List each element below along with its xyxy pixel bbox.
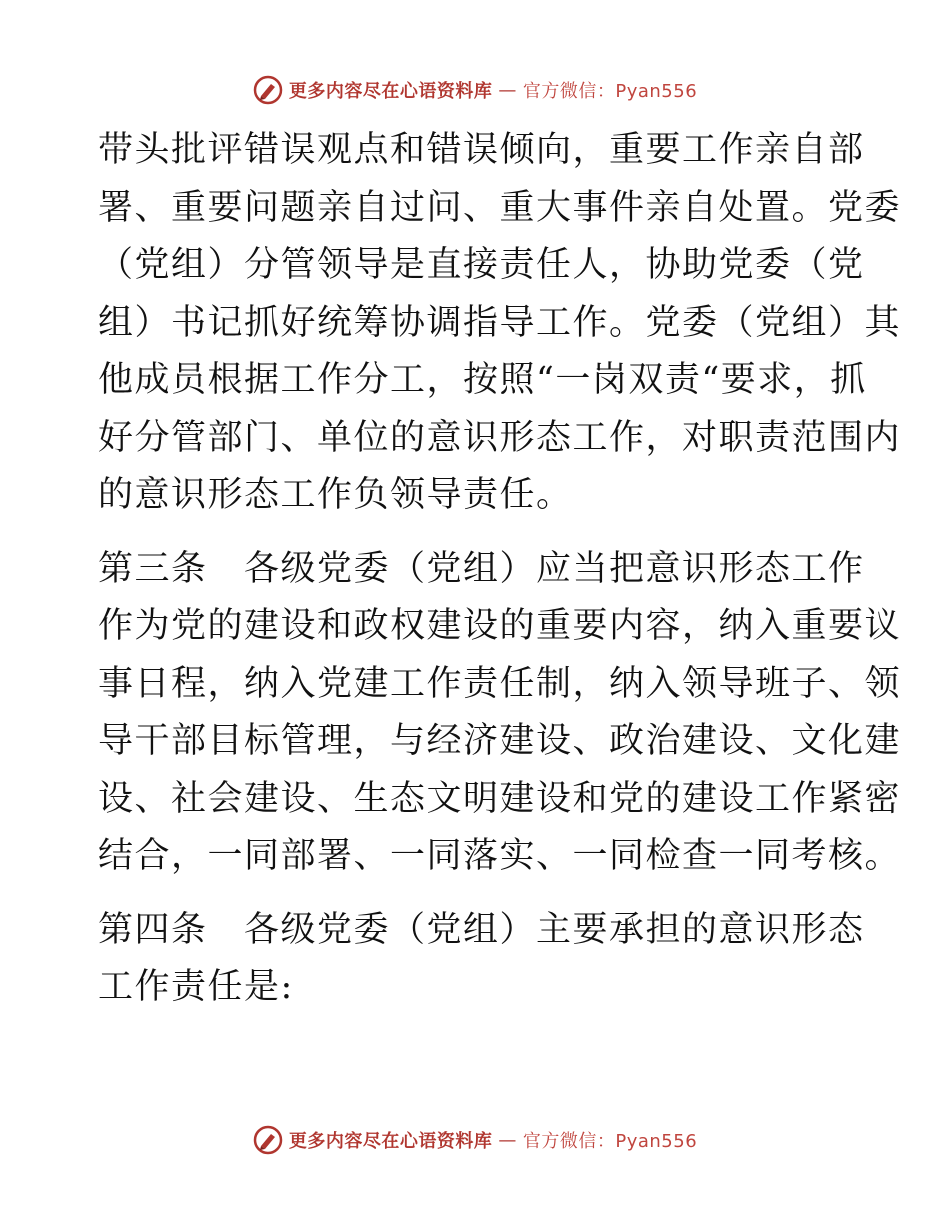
document-body: [98, 122, 902, 1017]
watermark-main-text: 更多内容尽在心语资料库: [288, 81, 493, 102]
text-line: 导干部目标管理，与经济建设、政治建设、文化建: [98, 721, 902, 761]
watermark-contact-text: 官方微信：Pyan556: [522, 81, 698, 102]
text-line: 事日程，纳入党建工作责任制，纳入领导班子、领: [98, 663, 902, 704]
text-line: 带头批评错误观点和错误倾向，重要工作亲自部: [98, 130, 865, 170]
text-line: 第四条 各级党委（党组）主要承担的意识形态: [98, 909, 865, 950]
paragraph-article-3: [98, 541, 902, 886]
text-line: 他成员根据工作分工，按照“一岗双责“要求，抓: [98, 360, 867, 400]
text-line: 组）书记抓好统筹协调指导工作。党委（党组）其: [98, 302, 902, 343]
paragraph-article-4: [98, 902, 865, 1017]
watermark-dash: —: [498, 1129, 517, 1151]
watermark-dash: —: [498, 79, 517, 101]
text-line: 结合，一同部署、一同落实、一同检查一同考核。: [98, 836, 902, 876]
header-watermark: [0, 70, 950, 110]
text-line: 设、社会建设、生态文明建设和党的建设工作紧密: [98, 778, 902, 819]
text-line: 的意识形态工作负领导责任。: [98, 475, 573, 515]
footer-watermark: [0, 1120, 950, 1160]
watermark-main-text: 更多内容尽在心语资料库: [288, 1131, 493, 1152]
text-line: 署、重要问题亲自过问、重大事件亲自处置。党委: [98, 187, 902, 228]
paragraph-1: [98, 122, 902, 525]
text-line: 工作责任是:: [98, 967, 294, 1007]
text-line: 作为党的建设和政权建设的重要内容，纳入重要议: [98, 606, 902, 646]
pen-badge-icon: [253, 75, 283, 105]
watermark-contact-text: 官方微信：Pyan556: [522, 1131, 698, 1152]
text-line: （党组）分管领导是直接责任人，协助党委（党: [98, 245, 865, 285]
text-line: 好分管部门、单位的意识形态工作，对职责范围内: [98, 417, 902, 458]
text-line: 第三条 各级党委（党组）应当把意识形态工作: [98, 548, 865, 589]
pen-badge-icon: [253, 1125, 283, 1155]
